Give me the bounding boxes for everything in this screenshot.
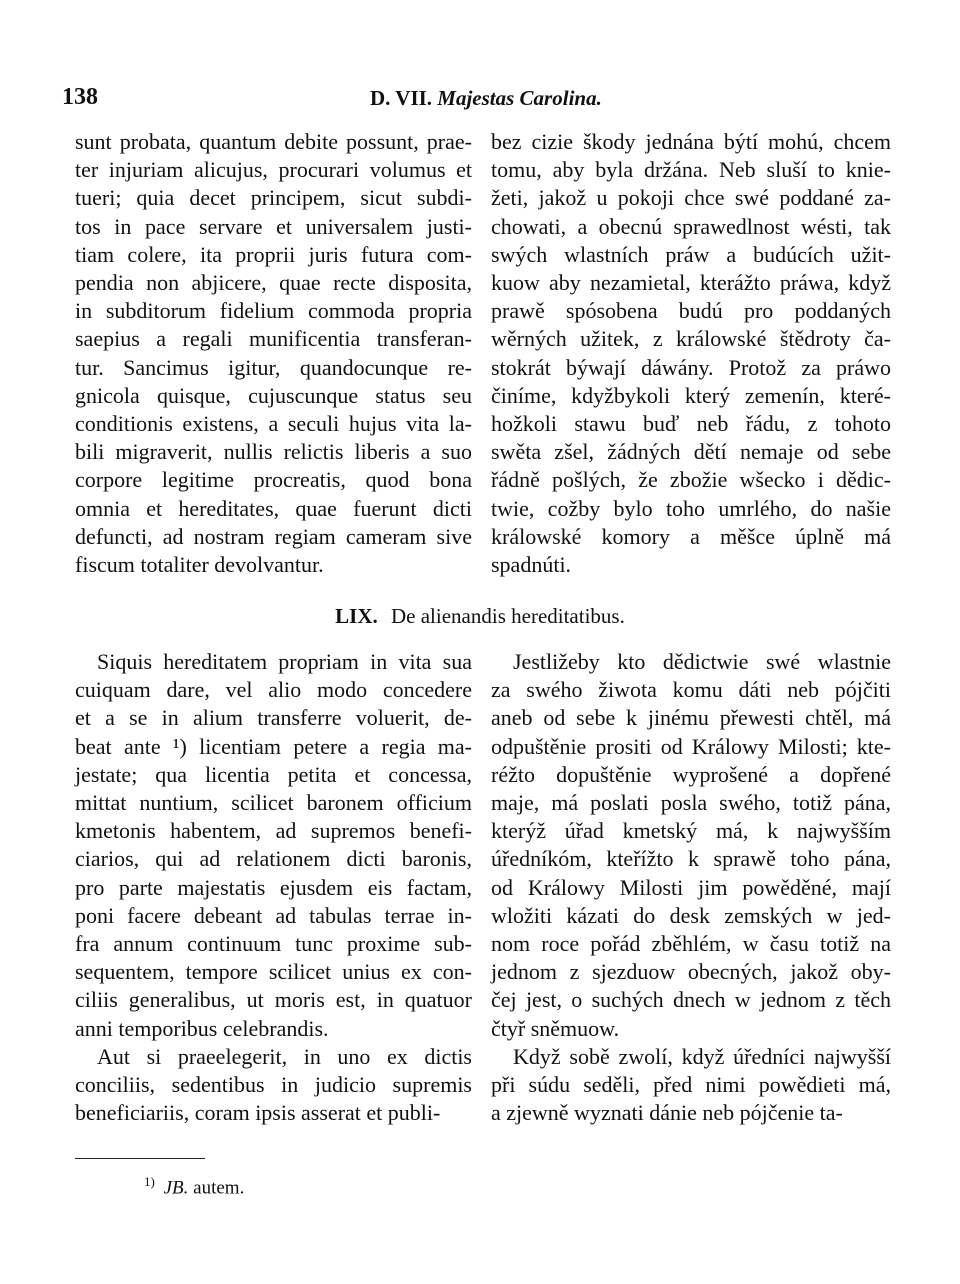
text-line: ter injuriam alicujus, procurari volumus et (75, 157, 472, 183)
text-line: omnia et hereditates, quae fuerunt dicti (75, 495, 472, 521)
text-line: tueri; quia decet principem, sicut subdi- (75, 185, 472, 211)
footnote-rule (75, 1158, 205, 1159)
text-line: defuncti, ad nostram regiam cameram sive (75, 523, 472, 549)
text-line: za swého žiwota komu dáti neb pójčiti (491, 677, 891, 703)
text-line: hožkoli stawu buď neb řádu, z tohoto (491, 411, 891, 437)
text-line: et a se in alium transferre voluerit, de- (75, 705, 472, 731)
text-line: pendia non abjicere, quae recte disposita, (75, 270, 472, 296)
book-title: Majestas Carolina. (437, 86, 602, 110)
section-heading (0, 604, 960, 629)
text-line: tiam colere, ita proprii juris futura com- (75, 241, 472, 267)
footnote-marker: 1) (144, 1174, 155, 1189)
text-line: tur. Sancimus igitur, quandocunque re- (75, 354, 472, 380)
text-line: wložiti kázati do desk zemských w jed- (491, 902, 891, 928)
text-line: poni facere debeant ad tabulas terrae in- (75, 902, 472, 928)
text-line: mittat nuntium, scilicet baronem officium (75, 790, 472, 816)
text-line: činíme, kdyžbykoli který zemenín, které- (491, 382, 891, 408)
section-title: De alienandis hereditatibus. (391, 604, 625, 628)
text-line: conciliis, sedentibus in judicio supremis (75, 1072, 472, 1098)
top-czech-column (491, 128, 891, 579)
text-line: žeti, jakož u pokoji chce swé poddané za- (491, 185, 891, 211)
bottom-latin-column (75, 648, 472, 1127)
text-line: in subditorum fidelium commoda propria (75, 298, 472, 324)
text-line: wěrných užitek, z králowské štědroty ča- (491, 326, 891, 352)
text-line: Když sobě zwolí, když úředníci najwyšší (513, 1043, 891, 1069)
text-line: conditionis existens, a seculi hujus vita la- (75, 411, 472, 437)
text-line: Jestližeby kto dědictwie swé wlastnie (513, 649, 891, 674)
text-line: spadnúti. (491, 552, 572, 578)
text-line: anni temporibus celebrandis. (75, 1015, 329, 1041)
text-line: saepius a regali munificentia transferan- (75, 326, 472, 352)
text-line: swěta zšel, žádných dětí nemaje od sebe (491, 439, 891, 465)
text-line: chowati, a obecnú sprawedlnost wésti, tak (491, 213, 891, 239)
text-line: ciliis generalibus, ut moris est, in quatuor (75, 987, 472, 1013)
running-header (0, 84, 960, 118)
text-line: tomu, aby byla držána. Neb sluší to knie- (491, 157, 891, 183)
section-number: LIX. (335, 604, 378, 628)
text-line: nom roce pořád zběhlém, w času totiž na (491, 931, 891, 957)
chapter-label: D. VII. (370, 86, 433, 110)
text-line: maje, má poslati posla swého, totiž pána, (491, 790, 891, 816)
text-line: réžto dopuštěnie wyprošené a dopřené (491, 761, 891, 787)
text-line: čtyř sněmuow. (491, 1015, 620, 1041)
text-line: fiscum totaliter devolvantur. (75, 552, 324, 578)
text-line: a zjewně wyznati dánie neb pójčenie ta- (491, 1100, 843, 1126)
text-line: čej jest, o suchých dnech w jednom z těch (491, 987, 891, 1013)
text-line: Aut si praeelegerit, in uno ex dictis (97, 1043, 472, 1069)
footnote-siglum: JB. (163, 1177, 189, 1199)
running-title (370, 86, 602, 111)
footnote-text: autem. (193, 1177, 245, 1199)
text-line: twie, cožby bylo toho umrlého, do našie (491, 495, 891, 521)
text-line: kmetonis habentem, ad supremos benefi- (75, 818, 472, 844)
text-line: fra annum continuum tunc proxime sub- (75, 931, 472, 957)
text-line: kuow aby nezamietal, kterážto práwa, když (491, 270, 891, 296)
text-line: bez cizie škody jednána býtí mohú, chcem (491, 129, 891, 154)
text-line: bili migraverit, nullis relictis liberis a suo (75, 439, 472, 465)
footnote (144, 1174, 244, 1199)
text-line: kterýž úřad kmetský má, k najwyšším (491, 818, 891, 844)
text-line: corpore legitime procreatis, quod bona (75, 467, 472, 493)
text-line: Siquis hereditatem propriam in vita sua (97, 649, 472, 674)
text-line: řádně pošlých, že zbožie wšecko i dědic- (491, 467, 891, 493)
page-number: 138 (62, 84, 98, 110)
top-latin-column (75, 128, 472, 579)
bottom-czech-column (491, 648, 891, 1127)
text-line: tos in pace servare et universalem justi- (75, 213, 472, 239)
text-line: od Králowy Milosti jim powěděné, mají (491, 874, 891, 900)
text-line: úředníkóm, kteřížto k sprawě toho pána, (491, 846, 891, 872)
text-line: beat ante ¹) licentiam petere a regia ma- (75, 733, 472, 759)
text-line: gnicola quisque, cujuscunque status seu (75, 382, 472, 408)
text-line: jednom z sjezduow obecných, jakož oby- (491, 959, 891, 985)
text-line: ciarios, qui ad relationem dicti baronis, (75, 846, 472, 872)
text-line: odpuštěnie prositi od Králowy Milosti; kte- (491, 733, 891, 759)
text-line: pro parte majestatis ejusdem eis factam, (75, 874, 472, 900)
text-line: swých wlastních práw a budúcích užit- (491, 241, 891, 267)
text-line: prawě spósobena budú pro poddaných (491, 298, 891, 324)
text-line: aneb od sebe k jinému přewesti chtěl, má (491, 705, 891, 731)
text-line: stokrát býwají dáwány. Protož za práwo (491, 354, 891, 380)
text-line: králowské komory a měšce úplně má (491, 523, 891, 549)
text-line: cuiquam dare, vel alio modo concedere (75, 677, 472, 703)
text-line: při súdu seděli, před nimi powědieti má, (491, 1072, 891, 1098)
text-line: beneficiariis, coram ipsis asserat et publi- (75, 1100, 441, 1126)
text-line: jestate; qua licentia petita et concessa, (75, 761, 472, 787)
text-line: sunt probata, quantum debite possunt, prae- (75, 129, 472, 154)
text-line: sequentem, tempore scilicet unius ex con- (75, 959, 472, 985)
